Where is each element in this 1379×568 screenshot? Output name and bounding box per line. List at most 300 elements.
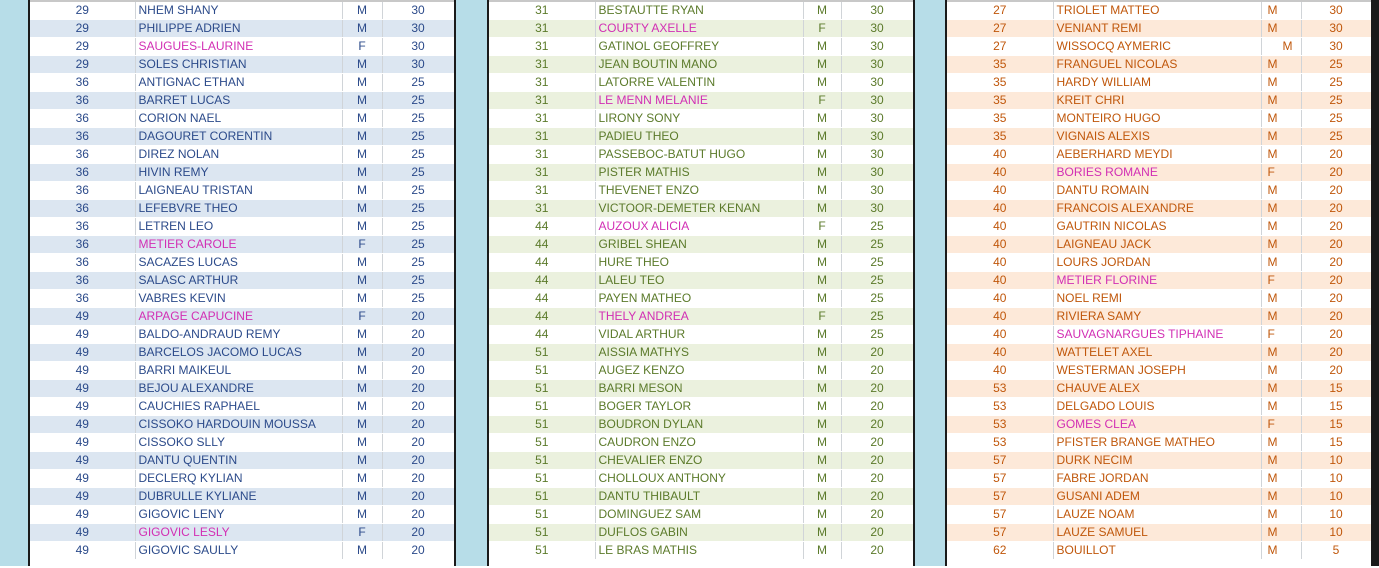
rank-cell[interactable]: 49 bbox=[30, 344, 135, 362]
points-cell[interactable]: 30 bbox=[382, 38, 454, 56]
name-cell[interactable]: HARDY WILLIAM bbox=[1053, 74, 1261, 92]
name-cell[interactable]: SOLES CHRISTIAN bbox=[135, 56, 342, 74]
rank-cell[interactable]: 51 bbox=[489, 524, 595, 542]
sex-cell[interactable]: M bbox=[1261, 470, 1301, 488]
points-cell[interactable]: 20 bbox=[382, 434, 454, 452]
sex-cell[interactable]: M bbox=[1261, 506, 1301, 524]
points-cell[interactable]: 20 bbox=[382, 506, 454, 524]
sex-cell[interactable]: M bbox=[803, 506, 841, 524]
rank-cell[interactable]: 49 bbox=[30, 326, 135, 344]
sex-cell[interactable]: M bbox=[1261, 308, 1301, 326]
sex-cell[interactable]: M bbox=[1261, 146, 1301, 164]
name-cell[interactable]: HIVIN REMY bbox=[135, 164, 342, 182]
points-cell[interactable]: 25 bbox=[382, 146, 454, 164]
sex-cell[interactable]: M bbox=[803, 200, 841, 218]
sex-cell[interactable]: M bbox=[342, 272, 382, 290]
points-cell[interactable]: 20 bbox=[841, 398, 913, 416]
points-cell[interactable]: 20 bbox=[382, 380, 454, 398]
points-cell[interactable]: 25 bbox=[841, 254, 913, 272]
points-cell[interactable]: 20 bbox=[841, 362, 913, 380]
points-cell[interactable]: 25 bbox=[841, 236, 913, 254]
sex-cell[interactable]: M bbox=[1261, 218, 1301, 236]
name-cell[interactable]: CHOLLOUX ANTHONY bbox=[595, 470, 803, 488]
points-cell[interactable]: 20 bbox=[1301, 308, 1371, 326]
name-cell[interactable]: CHAUVE ALEX bbox=[1053, 380, 1261, 398]
name-cell[interactable]: CISSOKO HARDOUIN MOUSSA bbox=[135, 416, 342, 434]
rank-cell[interactable]: 29 bbox=[30, 2, 135, 20]
points-cell[interactable]: 15 bbox=[1301, 398, 1371, 416]
sex-cell[interactable]: M bbox=[803, 290, 841, 308]
points-cell[interactable]: 30 bbox=[382, 2, 454, 20]
points-cell[interactable]: 20 bbox=[382, 398, 454, 416]
sex-cell[interactable]: F bbox=[803, 308, 841, 326]
name-cell[interactable]: WATTELET AXEL bbox=[1053, 344, 1261, 362]
rank-cell[interactable]: 40 bbox=[947, 200, 1053, 218]
points-cell[interactable]: 20 bbox=[841, 344, 913, 362]
name-cell[interactable]: AUZOUX ALICIA bbox=[595, 218, 803, 236]
points-cell[interactable]: 20 bbox=[841, 470, 913, 488]
points-cell[interactable]: 20 bbox=[382, 308, 454, 326]
sex-cell[interactable]: M bbox=[803, 254, 841, 272]
points-cell[interactable]: 20 bbox=[1301, 200, 1371, 218]
name-cell[interactable]: NOEL REMI bbox=[1053, 290, 1261, 308]
points-cell[interactable]: 25 bbox=[1301, 56, 1371, 74]
rank-cell[interactable]: 29 bbox=[30, 56, 135, 74]
rank-cell[interactable]: 31 bbox=[489, 56, 595, 74]
rank-cell[interactable]: 49 bbox=[30, 542, 135, 560]
rank-cell[interactable]: 51 bbox=[489, 416, 595, 434]
sex-cell[interactable]: M bbox=[1261, 362, 1301, 380]
name-cell[interactable]: LE BRAS MATHIS bbox=[595, 542, 803, 560]
sex-cell[interactable]: M bbox=[1261, 380, 1301, 398]
sex-cell[interactable]: M bbox=[803, 488, 841, 506]
rank-cell[interactable]: 36 bbox=[30, 272, 135, 290]
rank-cell[interactable]: 31 bbox=[489, 92, 595, 110]
name-cell[interactable]: PADIEU THEO bbox=[595, 128, 803, 146]
rank-cell[interactable]: 31 bbox=[489, 38, 595, 56]
sex-cell[interactable]: M bbox=[1261, 452, 1301, 470]
rank-cell[interactable]: 36 bbox=[30, 164, 135, 182]
name-cell[interactable]: GUSANI ADEM bbox=[1053, 488, 1261, 506]
sex-cell[interactable]: M bbox=[342, 398, 382, 416]
sex-cell[interactable]: M bbox=[1261, 2, 1301, 20]
rank-cell[interactable]: 51 bbox=[489, 362, 595, 380]
points-cell[interactable]: 10 bbox=[1301, 470, 1371, 488]
rank-cell[interactable]: 40 bbox=[947, 164, 1053, 182]
points-cell[interactable]: 25 bbox=[1301, 110, 1371, 128]
rank-cell[interactable]: 51 bbox=[489, 434, 595, 452]
points-cell[interactable]: 30 bbox=[382, 20, 454, 38]
rank-cell[interactable]: 51 bbox=[489, 470, 595, 488]
name-cell[interactable]: DECLERQ KYLIAN bbox=[135, 470, 342, 488]
points-cell[interactable]: 30 bbox=[841, 92, 913, 110]
points-cell[interactable]: 30 bbox=[841, 56, 913, 74]
name-cell[interactable]: FRANCOIS ALEXANDRE bbox=[1053, 200, 1261, 218]
points-cell[interactable]: 20 bbox=[1301, 362, 1371, 380]
rank-cell[interactable]: 31 bbox=[489, 128, 595, 146]
rank-cell[interactable]: 40 bbox=[947, 254, 1053, 272]
points-cell[interactable]: 25 bbox=[382, 164, 454, 182]
rank-cell[interactable]: 53 bbox=[947, 398, 1053, 416]
name-cell[interactable]: GIGOVIC SAULLY bbox=[135, 542, 342, 560]
points-cell[interactable]: 20 bbox=[1301, 146, 1371, 164]
points-cell[interactable]: 30 bbox=[1301, 20, 1371, 38]
rank-cell[interactable]: 27 bbox=[947, 2, 1053, 20]
rank-cell[interactable]: 36 bbox=[30, 92, 135, 110]
rank-cell[interactable]: 49 bbox=[30, 308, 135, 326]
rank-cell[interactable]: 51 bbox=[489, 452, 595, 470]
sex-cell[interactable]: M bbox=[1261, 398, 1301, 416]
sex-cell[interactable]: M bbox=[803, 2, 841, 20]
rank-cell[interactable]: 53 bbox=[947, 434, 1053, 452]
name-cell[interactable]: LE MENN MELANIE bbox=[595, 92, 803, 110]
sex-cell[interactable]: M bbox=[803, 236, 841, 254]
sex-cell[interactable]: M bbox=[342, 470, 382, 488]
sex-cell[interactable]: M bbox=[342, 182, 382, 200]
sex-cell[interactable]: M bbox=[342, 326, 382, 344]
rank-cell[interactable]: 49 bbox=[30, 434, 135, 452]
name-cell[interactable]: FRANGUEL NICOLAS bbox=[1053, 56, 1261, 74]
rank-cell[interactable]: 35 bbox=[947, 128, 1053, 146]
points-cell[interactable]: 20 bbox=[841, 506, 913, 524]
rank-cell[interactable]: 51 bbox=[489, 380, 595, 398]
points-cell[interactable]: 30 bbox=[841, 74, 913, 92]
name-cell[interactable]: AUGEZ KENZO bbox=[595, 362, 803, 380]
points-cell[interactable]: 20 bbox=[382, 542, 454, 560]
points-cell[interactable]: 25 bbox=[841, 326, 913, 344]
name-cell[interactable]: HURE THEO bbox=[595, 254, 803, 272]
rank-cell[interactable]: 40 bbox=[947, 272, 1053, 290]
points-cell[interactable]: 20 bbox=[841, 380, 913, 398]
points-cell[interactable]: 20 bbox=[1301, 164, 1371, 182]
sex-cell[interactable]: M bbox=[342, 200, 382, 218]
name-cell[interactable]: COURTY AXELLE bbox=[595, 20, 803, 38]
name-cell[interactable]: BESTAUTTE RYAN bbox=[595, 2, 803, 20]
name-cell[interactable]: PASSEBOC-BATUT HUGO bbox=[595, 146, 803, 164]
rank-cell[interactable]: 35 bbox=[947, 74, 1053, 92]
sex-cell[interactable]: F bbox=[1261, 272, 1301, 290]
rank-cell[interactable]: 44 bbox=[489, 326, 595, 344]
rank-cell[interactable]: 36 bbox=[30, 200, 135, 218]
name-cell[interactable]: LALEU TEO bbox=[595, 272, 803, 290]
points-cell[interactable]: 25 bbox=[382, 200, 454, 218]
rank-cell[interactable]: 51 bbox=[489, 398, 595, 416]
points-cell[interactable]: 25 bbox=[1301, 128, 1371, 146]
name-cell[interactable]: BARRET LUCAS bbox=[135, 92, 342, 110]
sex-cell[interactable]: M bbox=[803, 182, 841, 200]
rank-cell[interactable]: 49 bbox=[30, 416, 135, 434]
points-cell[interactable]: 10 bbox=[1301, 524, 1371, 542]
name-cell[interactable]: DOMINGUEZ SAM bbox=[595, 506, 803, 524]
name-cell[interactable]: KREIT CHRI bbox=[1053, 92, 1261, 110]
points-cell[interactable]: 20 bbox=[841, 452, 913, 470]
sex-cell[interactable]: M bbox=[803, 56, 841, 74]
points-cell[interactable]: 20 bbox=[1301, 236, 1371, 254]
points-cell[interactable]: 25 bbox=[382, 254, 454, 272]
points-cell[interactable]: 20 bbox=[1301, 326, 1371, 344]
sex-cell[interactable]: M bbox=[1261, 236, 1301, 254]
name-cell[interactable]: BEJOU ALEXANDRE bbox=[135, 380, 342, 398]
name-cell[interactable]: DELGADO LOUIS bbox=[1053, 398, 1261, 416]
sex-cell[interactable]: M bbox=[1261, 110, 1301, 128]
rank-cell[interactable]: 35 bbox=[947, 56, 1053, 74]
sex-cell[interactable]: M bbox=[1261, 524, 1301, 542]
rank-cell[interactable]: 31 bbox=[489, 110, 595, 128]
sex-cell[interactable]: M bbox=[342, 344, 382, 362]
name-cell[interactable]: VICTOOR-DEMETER KENAN bbox=[595, 200, 803, 218]
rank-cell[interactable]: 40 bbox=[947, 218, 1053, 236]
points-cell[interactable]: 20 bbox=[841, 488, 913, 506]
points-cell[interactable]: 30 bbox=[841, 182, 913, 200]
name-cell[interactable]: JEAN BOUTIN MANO bbox=[595, 56, 803, 74]
name-cell[interactable]: BARRI MAIKEUL bbox=[135, 362, 342, 380]
rank-cell[interactable]: 62 bbox=[947, 542, 1053, 560]
rank-cell[interactable]: 53 bbox=[947, 416, 1053, 434]
name-cell[interactable]: DURK NECIM bbox=[1053, 452, 1261, 470]
sex-cell[interactable]: M bbox=[1261, 254, 1301, 272]
rank-cell[interactable]: 36 bbox=[30, 290, 135, 308]
rank-cell[interactable]: 40 bbox=[947, 182, 1053, 200]
points-cell[interactable]: 20 bbox=[382, 452, 454, 470]
points-cell[interactable]: 25 bbox=[382, 110, 454, 128]
sex-cell[interactable]: M bbox=[342, 488, 382, 506]
name-cell[interactable]: GRIBEL SHEAN bbox=[595, 236, 803, 254]
rank-cell[interactable]: 29 bbox=[30, 20, 135, 38]
sex-cell[interactable]: F bbox=[803, 92, 841, 110]
sex-cell[interactable]: M bbox=[1261, 56, 1301, 74]
name-cell[interactable]: GAUTRIN NICOLAS bbox=[1053, 218, 1261, 236]
sex-cell[interactable]: M bbox=[1261, 434, 1301, 452]
sex-cell[interactable]: M bbox=[342, 74, 382, 92]
sex-cell[interactable]: F bbox=[342, 308, 382, 326]
points-cell[interactable]: 20 bbox=[841, 416, 913, 434]
sex-cell[interactable]: M bbox=[1261, 290, 1301, 308]
points-cell[interactable]: 30 bbox=[841, 200, 913, 218]
points-cell[interactable]: 30 bbox=[841, 2, 913, 20]
sex-cell[interactable]: M bbox=[342, 110, 382, 128]
sex-cell[interactable]: M bbox=[342, 506, 382, 524]
name-cell[interactable]: GIGOVIC LENY bbox=[135, 506, 342, 524]
sex-cell[interactable]: M bbox=[803, 344, 841, 362]
points-cell[interactable]: 20 bbox=[1301, 254, 1371, 272]
name-cell[interactable]: DUFLOS GABIN bbox=[595, 524, 803, 542]
name-cell[interactable]: PISTER MATHIS bbox=[595, 164, 803, 182]
sex-cell[interactable]: M bbox=[342, 362, 382, 380]
rank-cell[interactable]: 36 bbox=[30, 236, 135, 254]
points-cell[interactable]: 20 bbox=[382, 326, 454, 344]
name-cell[interactable]: SAUGUES-LAURINE bbox=[135, 38, 342, 56]
sex-cell[interactable]: M bbox=[803, 38, 841, 56]
sex-cell[interactable]: F bbox=[1261, 164, 1301, 182]
rank-cell[interactable]: 51 bbox=[489, 506, 595, 524]
sex-cell[interactable]: M bbox=[342, 434, 382, 452]
points-cell[interactable]: 10 bbox=[1301, 488, 1371, 506]
points-cell[interactable]: 30 bbox=[841, 128, 913, 146]
rank-cell[interactable]: 31 bbox=[489, 182, 595, 200]
rank-cell[interactable]: 35 bbox=[947, 110, 1053, 128]
name-cell[interactable]: LIRONY SONY bbox=[595, 110, 803, 128]
rank-cell[interactable]: 49 bbox=[30, 398, 135, 416]
name-cell[interactable]: TRIOLET MATTEO bbox=[1053, 2, 1261, 20]
points-cell[interactable]: 30 bbox=[841, 20, 913, 38]
sex-cell[interactable]: M bbox=[803, 272, 841, 290]
sex-cell[interactable]: M bbox=[342, 452, 382, 470]
rank-cell[interactable]: 40 bbox=[947, 290, 1053, 308]
sex-cell[interactable]: M bbox=[803, 326, 841, 344]
rank-cell[interactable]: 40 bbox=[947, 308, 1053, 326]
name-cell[interactable]: CAUCHIES RAPHAEL bbox=[135, 398, 342, 416]
rank-cell[interactable]: 31 bbox=[489, 2, 595, 20]
name-cell[interactable]: SALASC ARTHUR bbox=[135, 272, 342, 290]
name-cell[interactable]: LETREN LEO bbox=[135, 218, 342, 236]
name-cell[interactable]: WISSOCQ AYMERIC bbox=[1053, 38, 1261, 56]
rank-cell[interactable]: 44 bbox=[489, 218, 595, 236]
rank-cell[interactable]: 44 bbox=[489, 236, 595, 254]
rank-cell[interactable]: 27 bbox=[947, 20, 1053, 38]
sex-cell[interactable]: M bbox=[342, 2, 382, 20]
rank-cell[interactable]: 36 bbox=[30, 254, 135, 272]
sex-cell[interactable]: F bbox=[1261, 416, 1301, 434]
sex-cell[interactable]: M bbox=[342, 542, 382, 560]
points-cell[interactable]: 25 bbox=[382, 182, 454, 200]
sex-cell[interactable]: M bbox=[803, 434, 841, 452]
points-cell[interactable]: 20 bbox=[841, 542, 913, 560]
points-cell[interactable]: 20 bbox=[382, 470, 454, 488]
points-cell[interactable]: 25 bbox=[382, 92, 454, 110]
name-cell[interactable]: LAUZE NOAM bbox=[1053, 506, 1261, 524]
sex-cell[interactable]: M bbox=[1261, 38, 1301, 56]
rank-cell[interactable]: 51 bbox=[489, 542, 595, 560]
name-cell[interactable]: PHILIPPE ADRIEN bbox=[135, 20, 342, 38]
rank-cell[interactable]: 36 bbox=[30, 218, 135, 236]
points-cell[interactable]: 10 bbox=[1301, 506, 1371, 524]
name-cell[interactable]: CISSOKO SLLY bbox=[135, 434, 342, 452]
rank-cell[interactable]: 40 bbox=[947, 326, 1053, 344]
points-cell[interactable]: 30 bbox=[841, 164, 913, 182]
sex-cell[interactable]: M bbox=[342, 254, 382, 272]
name-cell[interactable]: BOUDRON DYLAN bbox=[595, 416, 803, 434]
points-cell[interactable]: 15 bbox=[1301, 434, 1371, 452]
name-cell[interactable]: VENIANT REMI bbox=[1053, 20, 1261, 38]
name-cell[interactable]: CAUDRON ENZO bbox=[595, 434, 803, 452]
rank-cell[interactable]: 36 bbox=[30, 146, 135, 164]
name-cell[interactable]: METIER CAROLE bbox=[135, 236, 342, 254]
points-cell[interactable]: 30 bbox=[1301, 2, 1371, 20]
sex-cell[interactable]: M bbox=[342, 218, 382, 236]
rank-cell[interactable]: 40 bbox=[947, 362, 1053, 380]
sex-cell[interactable]: M bbox=[342, 56, 382, 74]
sex-cell[interactable]: F bbox=[1261, 326, 1301, 344]
sex-cell[interactable]: M bbox=[803, 146, 841, 164]
points-cell[interactable]: 25 bbox=[841, 308, 913, 326]
points-cell[interactable]: 30 bbox=[841, 146, 913, 164]
rank-cell[interactable]: 40 bbox=[947, 344, 1053, 362]
rank-cell[interactable]: 31 bbox=[489, 20, 595, 38]
points-cell[interactable]: 30 bbox=[1301, 38, 1371, 56]
rank-cell[interactable]: 40 bbox=[947, 146, 1053, 164]
sex-cell[interactable]: F bbox=[803, 20, 841, 38]
points-cell[interactable]: 25 bbox=[382, 128, 454, 146]
points-cell[interactable]: 25 bbox=[382, 272, 454, 290]
sex-cell[interactable]: M bbox=[1261, 74, 1301, 92]
name-cell[interactable]: DUBRULLE KYLIANE bbox=[135, 488, 342, 506]
name-cell[interactable]: FABRE JORDAN bbox=[1053, 470, 1261, 488]
points-cell[interactable]: 25 bbox=[382, 290, 454, 308]
name-cell[interactable]: LOURS JORDAN bbox=[1053, 254, 1261, 272]
sex-cell[interactable]: M bbox=[803, 380, 841, 398]
sex-cell[interactable]: M bbox=[803, 470, 841, 488]
rank-cell[interactable]: 35 bbox=[947, 92, 1053, 110]
rank-cell[interactable]: 31 bbox=[489, 200, 595, 218]
points-cell[interactable]: 10 bbox=[1301, 452, 1371, 470]
name-cell[interactable]: SACAZES LUCAS bbox=[135, 254, 342, 272]
sex-cell[interactable]: M bbox=[803, 164, 841, 182]
name-cell[interactable]: CHEVALIER ENZO bbox=[595, 452, 803, 470]
name-cell[interactable]: GOMES CLEA bbox=[1053, 416, 1261, 434]
sex-cell[interactable]: M bbox=[803, 74, 841, 92]
rank-cell[interactable]: 57 bbox=[947, 452, 1053, 470]
rank-cell[interactable]: 49 bbox=[30, 506, 135, 524]
rank-cell[interactable]: 31 bbox=[489, 164, 595, 182]
rank-cell[interactable]: 31 bbox=[489, 146, 595, 164]
sex-cell[interactable]: M bbox=[803, 398, 841, 416]
rank-cell[interactable]: 44 bbox=[489, 254, 595, 272]
sex-cell[interactable]: M bbox=[342, 146, 382, 164]
sex-cell[interactable]: M bbox=[803, 542, 841, 560]
name-cell[interactable]: VIDAL ARTHUR bbox=[595, 326, 803, 344]
sex-cell[interactable]: M bbox=[342, 380, 382, 398]
points-cell[interactable]: 15 bbox=[1301, 380, 1371, 398]
name-cell[interactable]: WESTERMAN JOSEPH bbox=[1053, 362, 1261, 380]
name-cell[interactable]: LEFEBVRE THEO bbox=[135, 200, 342, 218]
name-cell[interactable]: LAUZE SAMUEL bbox=[1053, 524, 1261, 542]
points-cell[interactable]: 25 bbox=[382, 218, 454, 236]
points-cell[interactable]: 20 bbox=[841, 434, 913, 452]
rank-cell[interactable]: 49 bbox=[30, 524, 135, 542]
name-cell[interactable]: DANTU THIBAULT bbox=[595, 488, 803, 506]
points-cell[interactable]: 20 bbox=[1301, 290, 1371, 308]
rank-cell[interactable]: 57 bbox=[947, 506, 1053, 524]
rank-cell[interactable]: 57 bbox=[947, 470, 1053, 488]
sex-cell[interactable]: M bbox=[803, 128, 841, 146]
name-cell[interactable]: LAIGNEAU JACK bbox=[1053, 236, 1261, 254]
sex-cell[interactable]: M bbox=[803, 416, 841, 434]
name-cell[interactable]: AEBERHARD MEYDI bbox=[1053, 146, 1261, 164]
rank-cell[interactable]: 44 bbox=[489, 272, 595, 290]
points-cell[interactable]: 25 bbox=[841, 272, 913, 290]
rank-cell[interactable]: 27 bbox=[947, 38, 1053, 56]
rank-cell[interactable]: 31 bbox=[489, 74, 595, 92]
sex-cell[interactable]: M bbox=[1261, 542, 1301, 560]
name-cell[interactable]: THEVENET ENZO bbox=[595, 182, 803, 200]
sex-cell[interactable]: M bbox=[803, 452, 841, 470]
name-cell[interactable]: ARPAGE CAPUCINE bbox=[135, 308, 342, 326]
points-cell[interactable]: 30 bbox=[841, 38, 913, 56]
name-cell[interactable]: AISSIA MATHYS bbox=[595, 344, 803, 362]
sex-cell[interactable]: M bbox=[1261, 182, 1301, 200]
sex-cell[interactable]: M bbox=[342, 128, 382, 146]
sex-cell[interactable]: M bbox=[1261, 92, 1301, 110]
sex-cell[interactable]: M bbox=[803, 110, 841, 128]
name-cell[interactable]: CORION NAEL bbox=[135, 110, 342, 128]
points-cell[interactable]: 25 bbox=[382, 236, 454, 254]
sex-cell[interactable]: F bbox=[803, 218, 841, 236]
name-cell[interactable]: DIREZ NOLAN bbox=[135, 146, 342, 164]
rank-cell[interactable]: 51 bbox=[489, 488, 595, 506]
points-cell[interactable]: 25 bbox=[841, 290, 913, 308]
rank-cell[interactable]: 51 bbox=[489, 344, 595, 362]
name-cell[interactable]: PAYEN MATHEO bbox=[595, 290, 803, 308]
